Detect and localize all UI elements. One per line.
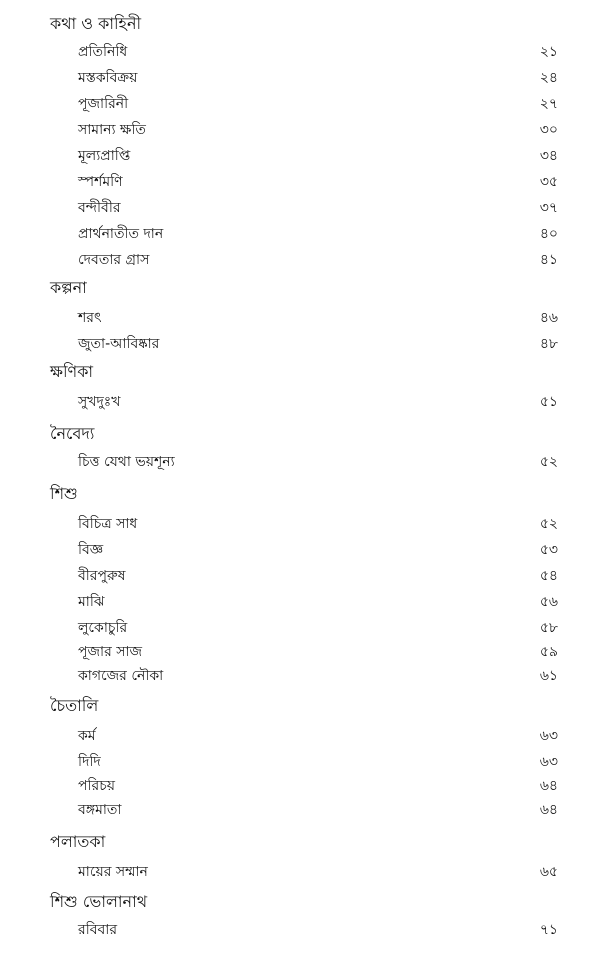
entry-page-number: ৩০ xyxy=(539,122,558,138)
entry-page-number: ৬৪ xyxy=(539,778,558,794)
entry-title: বিজ্ঞ xyxy=(78,542,104,558)
entry-page-number: ৫৬ xyxy=(539,594,558,610)
toc-entry[interactable] xyxy=(78,224,558,244)
entry-page-number: ২৪ xyxy=(539,70,558,86)
entry-title: বঙ্গমাতা xyxy=(78,802,122,818)
section-title: পলাতকা xyxy=(50,832,106,851)
entry-page-number: ৬৩ xyxy=(539,728,558,744)
entry-page-number: ৪০ xyxy=(539,226,558,242)
entry-title: কর্ম xyxy=(78,728,96,744)
toc-entry[interactable] xyxy=(78,392,558,412)
entry-title: মাঝি xyxy=(78,594,105,610)
entry-page-number: ৬৫ xyxy=(539,864,558,880)
entry-title: পরিচয় xyxy=(78,778,116,794)
toc-entry[interactable] xyxy=(78,514,558,534)
toc-entry[interactable] xyxy=(78,800,558,820)
entry-title: স্পর্শমণি xyxy=(78,174,123,190)
section-title: শিশু xyxy=(50,484,78,503)
toc-entry[interactable] xyxy=(78,920,558,940)
entry-title: রবিবার xyxy=(78,922,118,938)
section-title: চৈতালি xyxy=(50,696,99,715)
entry-title: মূল্যপ্রাপ্তি xyxy=(78,148,131,164)
toc-entry[interactable] xyxy=(78,334,558,354)
toc-entry[interactable] xyxy=(78,308,558,328)
toc-entry[interactable] xyxy=(78,566,558,586)
toc-entry[interactable] xyxy=(78,776,558,796)
entry-title: কাগজের নৌকা xyxy=(78,668,164,684)
entry-title: সামান্য ক্ষতি xyxy=(78,122,146,138)
entry-title: দেবতার গ্রাস xyxy=(78,252,150,268)
entry-page-number: ৫২ xyxy=(539,516,558,532)
entry-title: প্রার্থনাতীত দান xyxy=(78,226,164,242)
entry-title: লুকোচুরি xyxy=(78,620,128,636)
toc-entry[interactable] xyxy=(78,592,558,612)
section-title: কথা ও কাহিনী xyxy=(50,14,142,33)
entry-page-number: ৭১ xyxy=(539,922,558,938)
entry-title: বীরপুরুষ xyxy=(78,568,126,584)
entry-title: পূজারিনী xyxy=(78,96,129,112)
toc-entry[interactable] xyxy=(78,666,558,686)
entry-page-number: ৬৪ xyxy=(539,802,558,818)
section-title: ক্ষণিকা xyxy=(50,362,94,381)
entry-title: শরৎ xyxy=(78,310,102,326)
section-title: নৈবেদ্য xyxy=(50,424,95,443)
section-title: কল্পনা xyxy=(50,278,87,297)
entry-page-number: ৩৫ xyxy=(539,174,558,190)
entry-title: মায়ের সম্মান xyxy=(78,864,148,880)
toc-entry[interactable] xyxy=(78,146,558,166)
entry-title: চিত্ত যেথা ভয়শূন্য xyxy=(78,454,175,470)
toc-entry[interactable] xyxy=(78,540,558,560)
entry-title: দিদি xyxy=(78,754,101,770)
toc-entry[interactable] xyxy=(78,642,558,662)
section-title: শিশু ভোলানাথ xyxy=(50,892,148,911)
entry-page-number: ৪৬ xyxy=(539,310,558,326)
entry-page-number: ৫২ xyxy=(539,454,558,470)
entry-title: প্রতিনিধি xyxy=(78,44,128,60)
entry-page-number: ৫৯ xyxy=(539,644,558,660)
entry-title: বিচিত্র সাধ xyxy=(78,516,138,532)
toc-entry[interactable] xyxy=(78,862,558,882)
toc-entry[interactable] xyxy=(78,726,558,746)
toc-entry[interactable] xyxy=(78,452,558,472)
entry-page-number: ৫৩ xyxy=(539,542,558,558)
entry-page-number: ৪৮ xyxy=(539,336,558,352)
toc-entry[interactable] xyxy=(78,250,558,270)
entry-page-number: ৫৪ xyxy=(539,568,558,584)
toc-entry[interactable] xyxy=(78,42,558,62)
entry-page-number: ২৭ xyxy=(539,96,558,112)
toc-entry[interactable] xyxy=(78,198,558,218)
entry-title: সুখদুঃখ xyxy=(78,394,121,410)
entry-title: বন্দীবীর xyxy=(78,200,121,216)
entry-page-number: ৫৮ xyxy=(539,620,558,636)
toc-entry[interactable] xyxy=(78,172,558,192)
entry-page-number: ৩৪ xyxy=(539,148,558,164)
entry-page-number: ৬৩ xyxy=(539,754,558,770)
entry-page-number: ৫১ xyxy=(539,394,558,410)
toc-entry[interactable] xyxy=(78,120,558,140)
entry-page-number: ২১ xyxy=(539,44,558,60)
entry-title: মস্তকবিক্রয় xyxy=(78,70,138,86)
toc-entry[interactable] xyxy=(78,68,558,88)
entry-page-number: ৩৭ xyxy=(539,200,558,216)
entry-title: জুতা-আবিষ্কার xyxy=(78,336,160,352)
toc-entry[interactable] xyxy=(78,752,558,772)
entry-page-number: ৬১ xyxy=(539,668,558,684)
toc-entry[interactable] xyxy=(78,94,558,114)
toc-entry[interactable] xyxy=(78,618,558,638)
entry-title: পূজার সাজ xyxy=(78,644,143,660)
entry-page-number: ৪১ xyxy=(539,252,558,268)
